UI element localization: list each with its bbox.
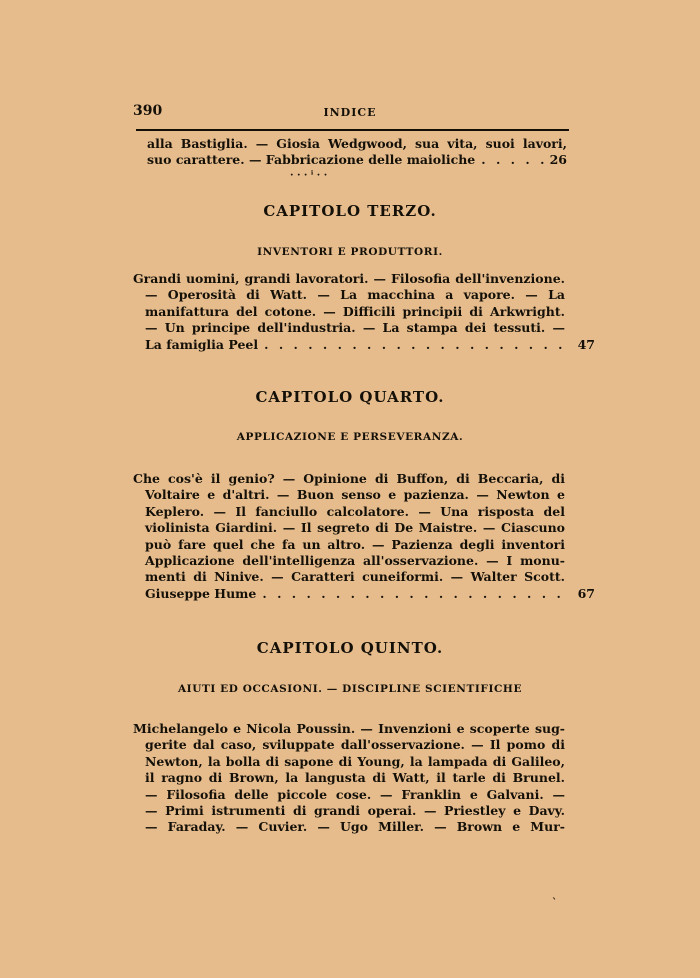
entry-line: Che cos'è il genio? — Opinione di Buffon, di Beccaria, di	[133, 471, 565, 486]
running-head: INDICE	[323, 106, 377, 119]
entry-line: Newton, la bolla di sapone di Young, la lampada di Galileo,	[145, 753, 565, 769]
entry-line: manifattura del cotone. — Difficili principii di Arkwright.	[145, 303, 565, 319]
entry-line: Keplero. — Il fanciullo calcolatore. — Una risposta del	[145, 503, 565, 519]
chapter-4-subtitle: APPLICAZIONE E PERSEVERANZA.	[236, 431, 464, 443]
dot-leader	[481, 152, 543, 168]
entry-line: — Operosità di Watt. — La macchina a vapore. — La	[145, 287, 565, 303]
dot-leader	[264, 337, 571, 353]
entry-leader-text: Giuseppe Hume	[145, 585, 257, 601]
entry-line: — Filosofia delle piccole cose. — Franklin e Galvani. —	[145, 786, 565, 802]
entry-line: — Faraday. — Cuvier. — Ugo Miller. — Brown e Mur-	[145, 819, 565, 835]
entry-page-number: 26	[549, 152, 567, 168]
chapter-5-subtitle: AIUTI ED OCCASIONI. — DISCIPLINE SCIENTIFICHE	[177, 683, 523, 695]
entry-line: — Un principe dell'industria. — La stampa dei tessuti. —	[145, 320, 565, 336]
entry-line: Voltaire e d'altri. — Buon senso e pazienza. — Newton e	[145, 487, 565, 503]
chapter-3-title: CAPITOLO TERZO.	[263, 202, 437, 220]
page-number: 390	[133, 103, 163, 119]
continued-entry	[147, 136, 567, 169]
entry-leader-text: La famiglia Peel	[145, 336, 259, 352]
entry-line: Grandi uomini, grandi lavoratori. — Filosofia dell'invenzione.	[133, 271, 565, 286]
entry-line: violinista Giardini. — Il segreto di De Maistre. — Ciascuno	[145, 520, 565, 536]
ink-specks: · · · ⁱ · ·	[290, 170, 328, 181]
ink-speck: ˋ	[552, 898, 557, 909]
entry-leader-line	[133, 586, 595, 602]
entry-leader-text: suo carattere. — Fabbricazione delle maioliche	[147, 152, 476, 168]
chapter-4-title: CAPITOLO QUARTO.	[255, 388, 445, 406]
entry-line: — Primi istrumenti di grandi operai. — Priestley e Davy.	[145, 802, 565, 818]
entry-line: Applicazione dell'intelligenza all'osservazione. — I monu-	[145, 552, 565, 568]
entry-page-number: 67	[577, 585, 595, 601]
dot-leader	[262, 586, 571, 602]
header-rule	[136, 129, 569, 131]
entry-line: alla Bastiglia. — Giosia Wedgwood, sua vita, suoi lavori,	[147, 136, 567, 151]
entry-line: menti di Ninive. — Caratteri cuneiformi. — Walter Scott.	[145, 569, 565, 585]
entry-page-number: 47	[577, 336, 595, 352]
entry-line: il ragno di Brown, la langusta di Watt, il tarle di Brunel.	[145, 770, 565, 786]
entry-leader-line	[147, 152, 567, 168]
chapter-4-entry	[133, 471, 595, 602]
chapter-3-subtitle: INVENTORI E PRODUTTORI.	[257, 246, 443, 258]
chapter-3-entry	[133, 271, 595, 353]
entry-leader-line	[133, 337, 595, 353]
chapter-5-title: CAPITOLO QUINTO.	[256, 639, 444, 657]
entry-line: Michelangelo e Nicola Poussin. — Invenzioni e scoperte sug-	[133, 721, 565, 736]
chapter-5-entry	[133, 721, 565, 836]
entry-line: gerite dal caso, sviluppate dall'osservazione. — Il pomo di	[145, 737, 565, 753]
entry-line: può fare quel che fa un altro. — Pazienza degli inventori	[145, 536, 565, 552]
